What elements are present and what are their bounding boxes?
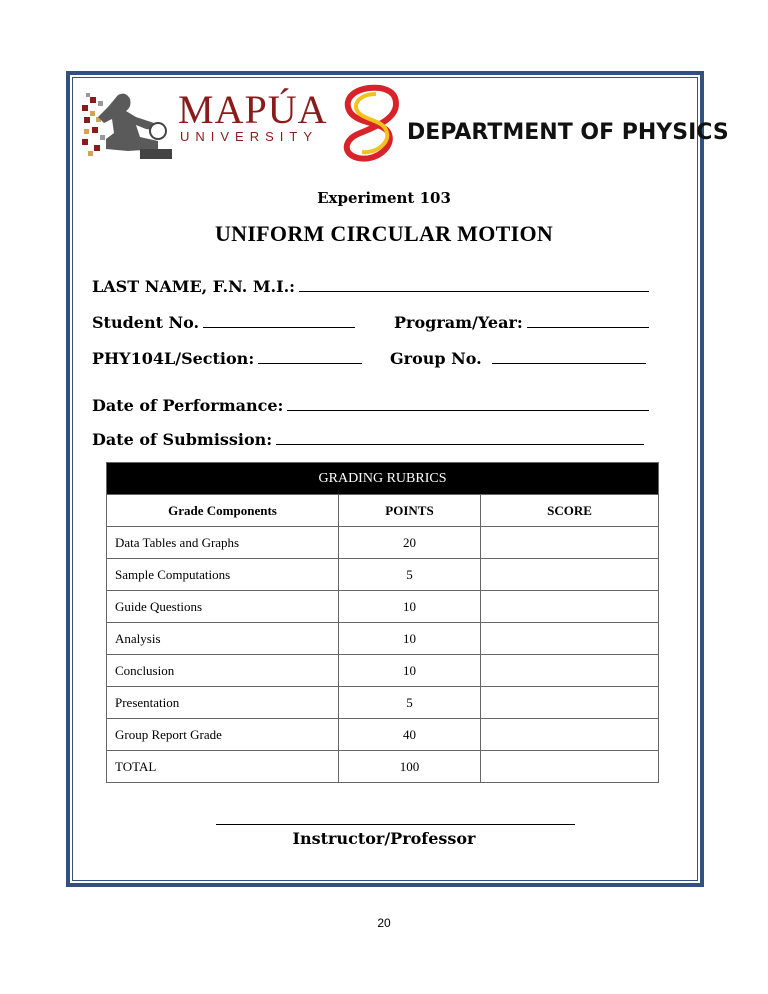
- score-cell[interactable]: [481, 623, 659, 655]
- score-cell[interactable]: [481, 591, 659, 623]
- group-no-label: Group No.: [390, 349, 482, 368]
- score-cell[interactable]: [481, 719, 659, 751]
- points-cell: 100: [339, 751, 481, 783]
- section-label: PHY104L/Section:: [92, 349, 255, 368]
- signature-line[interactable]: [216, 824, 575, 825]
- section-field: [92, 349, 362, 368]
- date-submission-line[interactable]: [276, 430, 644, 445]
- page-number: 20: [377, 916, 391, 930]
- date-performance-label: Date of Performance:: [92, 396, 284, 415]
- rubric-header-row: [107, 495, 659, 527]
- last-name-line[interactable]: [299, 277, 649, 292]
- table-row: [107, 527, 659, 559]
- rubric-title: GRADING RUBRICS: [107, 463, 659, 495]
- points-cell: 5: [339, 687, 481, 719]
- department-name: DEPARTMENT OF PHYSICS: [407, 120, 729, 145]
- date-submission-field: [92, 430, 644, 449]
- experiment-number: Experiment 103: [317, 189, 451, 207]
- col-header-points: POINTS: [339, 495, 481, 527]
- score-cell[interactable]: [481, 559, 659, 591]
- component-cell: TOTAL: [107, 751, 339, 783]
- component-cell: Conclusion: [107, 655, 339, 687]
- last-name-field: [92, 277, 649, 296]
- points-cell: 5: [339, 559, 481, 591]
- table-row: [107, 623, 659, 655]
- group-no-field: [390, 349, 646, 368]
- points-cell: 20: [339, 527, 481, 559]
- student-no-field: [92, 313, 355, 332]
- table-row: [107, 719, 659, 751]
- col-header-components: Grade Components: [107, 495, 339, 527]
- points-cell: 10: [339, 623, 481, 655]
- university-subtitle: UNIVERSITY: [180, 129, 319, 144]
- component-cell: Presentation: [107, 687, 339, 719]
- score-cell[interactable]: [481, 751, 659, 783]
- student-no-line[interactable]: [203, 313, 355, 328]
- student-no-label: Student No.: [92, 313, 200, 332]
- program-year-line[interactable]: [527, 313, 649, 328]
- signature-label: Instructor/Professor: [292, 829, 476, 848]
- program-year-label: Program/Year:: [394, 313, 523, 332]
- table-row: [107, 655, 659, 687]
- table-row: [107, 687, 659, 719]
- component-cell: Guide Questions: [107, 591, 339, 623]
- points-cell: 10: [339, 655, 481, 687]
- component-cell: Analysis: [107, 623, 339, 655]
- score-cell[interactable]: [481, 687, 659, 719]
- group-no-line[interactable]: [492, 349, 646, 364]
- table-row-total: [107, 751, 659, 783]
- component-cell: Group Report Grade: [107, 719, 339, 751]
- component-cell: Sample Computations: [107, 559, 339, 591]
- table-row: [107, 559, 659, 591]
- col-header-score: SCORE: [481, 495, 659, 527]
- score-cell[interactable]: [481, 655, 659, 687]
- score-cell[interactable]: [481, 527, 659, 559]
- grading-rubric-table: [106, 462, 659, 783]
- date-performance-field: [92, 396, 649, 415]
- date-performance-line[interactable]: [287, 396, 649, 411]
- component-cell: Data Tables and Graphs: [107, 527, 339, 559]
- experiment-title: UNIFORM CIRCULAR MOTION: [214, 221, 554, 246]
- points-cell: 10: [339, 591, 481, 623]
- last-name-label: LAST NAME, F.N. M.I.:: [92, 277, 296, 296]
- date-submission-label: Date of Submission:: [92, 430, 273, 449]
- university-seal-logo: [80, 87, 180, 165]
- table-row: [107, 591, 659, 623]
- physics-swirl-logo: [336, 84, 408, 166]
- program-year-field: [394, 313, 649, 332]
- university-name: MAPÚA: [178, 87, 328, 132]
- points-cell: 40: [339, 719, 481, 751]
- section-line[interactable]: [258, 349, 362, 364]
